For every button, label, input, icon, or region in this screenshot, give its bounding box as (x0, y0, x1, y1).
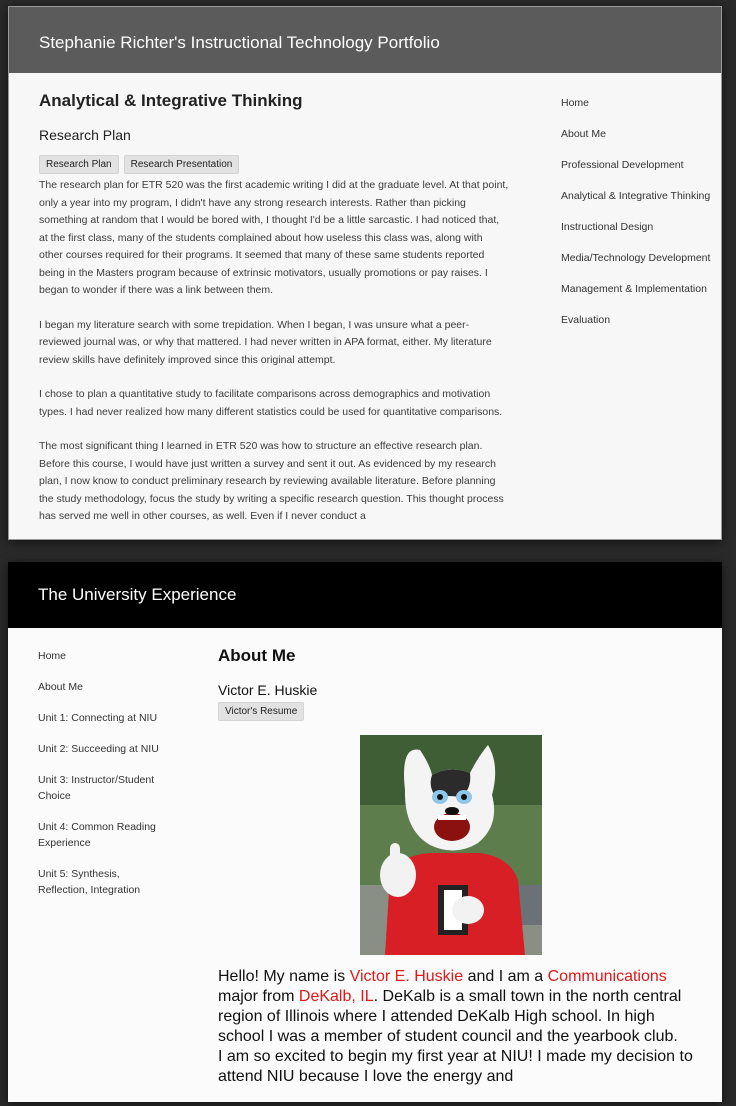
nav-item-home[interactable]: Home (561, 97, 590, 109)
tag-research-plan[interactable]: Research Plan (39, 155, 119, 174)
main-content (39, 91, 509, 526)
site-header (8, 562, 722, 628)
nav-item-professional-development[interactable]: Professional Development (561, 159, 684, 171)
paragraph: I chose to plan a quantitative study to facilitate comparisons across demographics and motivation types. I had never realized how many different statistics could be used for quantitative comparisons. (39, 388, 503, 418)
nav-item-analytical-thinking[interactable]: Analytical & Integrative Thinking (561, 190, 711, 202)
paragraph: The research plan for ETR 520 was the first academic writing I did at the graduate level. At that point, only a year into my program, I didn't have any strong research interests. Rather than picking something at random that I would be bored with, I thought I'd be a little sarcastic. I had noticed that, at the first class, many of the students complained about how useless this class was, along with other courses required for their programs. It seemed that many of these same students reported being in the Masters program because of extrinsic motivators, usually promotions or pay raises. I began to wonder if there was a link between them. (39, 179, 509, 296)
nav-item-home[interactable]: Home (38, 650, 67, 662)
text-segment: and I am a (463, 968, 548, 985)
highlight-name: Victor E. Huskie (349, 968, 464, 985)
nav-item-unit-3[interactable]: Unit 3: Instructor/Student Choice (38, 774, 155, 802)
nav-item-unit-2[interactable]: Unit 2: Succeeding at NIU (38, 743, 159, 755)
nav-item-unit-5[interactable]: Unit 5: Synthesis, Reflection, Integration (38, 868, 141, 896)
site-header (9, 7, 721, 73)
nav-item-instructional-design[interactable]: Instructional Design (561, 221, 654, 233)
section-title: Victor E. Huskie (218, 682, 318, 698)
site-title[interactable]: The University Experience (38, 585, 237, 604)
nav-item-about-me[interactable]: About Me (38, 681, 83, 693)
highlight-major: Communications (547, 968, 667, 985)
page-title: About Me (218, 646, 296, 665)
page-title: Analytical & Integrative Thinking (39, 91, 303, 110)
paragraph: I began my literature search with some trepidation. When I began, I was unsure what a peer-reviewed journal was, or why that mattered. I had never written in APA format, either. My literature review skills have definitely improved since this original attempt. (39, 318, 492, 366)
sidebar-nav (38, 648, 168, 913)
tag-list (39, 155, 509, 174)
nav-item-unit-4[interactable]: Unit 4: Common Reading Experience (38, 821, 156, 849)
mascot-photo (360, 735, 542, 955)
section-title: Research Plan (39, 127, 131, 143)
nav-item-unit-1[interactable]: Unit 1: Connecting at NIU (38, 712, 158, 724)
second-paragraph: I am so excited to begin my first year at NIU! I made my decision to attend NIU because I love the energy and (218, 1048, 693, 1085)
tag-resume[interactable]: Victor's Resume (218, 702, 304, 721)
intro-paragraph (218, 967, 698, 1047)
main-content (218, 646, 718, 1087)
text-segment: . DeKalb is a small town in the north central region of Illinois where I attended DeKalb High school. In high school I was a member of student council and the yearbook club. (218, 988, 682, 1045)
nav-item-about-me[interactable]: About Me (561, 128, 606, 140)
text-segment: Hello! My name is (218, 968, 350, 985)
university-screenshot (8, 562, 722, 1102)
site-title[interactable]: Stephanie Richter's Instructional Technology Portfolio (39, 33, 440, 52)
nav-item-management[interactable]: Management & Implementation (561, 283, 707, 295)
portfolio-screenshot (8, 6, 722, 540)
tag-research-presentation[interactable]: Research Presentation (124, 155, 240, 174)
tag-list (218, 702, 718, 721)
nav-item-media-technology[interactable]: Media/Technology Development (561, 252, 711, 264)
nav-item-evaluation[interactable]: Evaluation (561, 314, 611, 326)
text-segment: major from (218, 988, 299, 1005)
sidebar-nav (561, 95, 711, 343)
highlight-hometown: DeKalb, IL (298, 988, 374, 1005)
paragraph: The most significant thing I learned in ETR 520 was how to structure an effective research plan. Before this course, I would have just written a survey and sent it out. As evidenced by my research plan, I now know to conduct preliminary research by reviewing available literature. Before planning the study methodology, focus the study by writing a specific research question. This thought process has served me well in other courses, as well. Even if I never conduct a (39, 440, 504, 522)
husky-mascot-image (360, 735, 542, 955)
